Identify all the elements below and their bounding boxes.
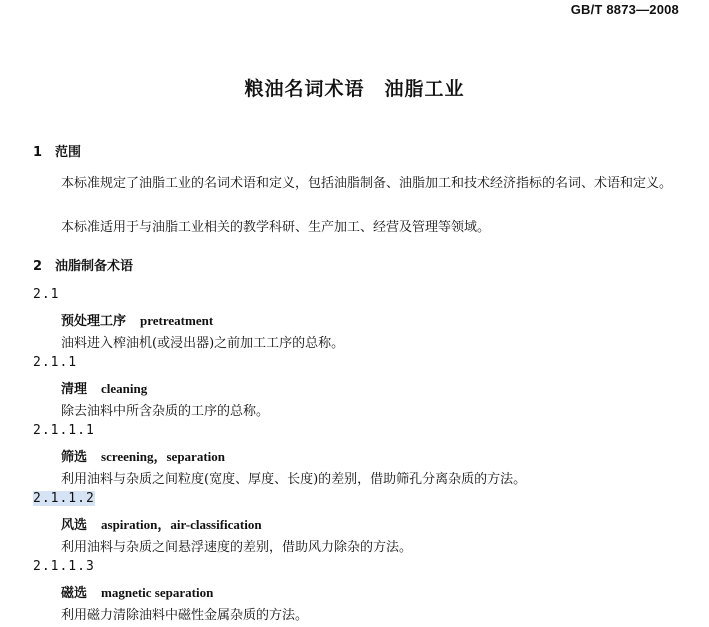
- term-chinese: 清理: [61, 382, 88, 397]
- section-1-heading: [33, 141, 81, 160]
- term-chinese: 磁选: [61, 586, 88, 601]
- paragraph-applicability: 本标准适用于与油脂工业相关的教学科研、生产加工、经营及管理等领域。: [61, 220, 491, 235]
- term-chinese: 筛选: [61, 450, 88, 465]
- clause-number: 2.1: [33, 287, 60, 302]
- term-english: cleaning: [101, 381, 148, 396]
- term-definition: 利用油料与杂质之间悬浮速度的差别，借助风力除杂的方法。: [61, 540, 413, 555]
- term-english: aspiration，air-classification: [101, 517, 262, 532]
- section-number: 1: [33, 145, 43, 160]
- clause-number-text: 2.1.1.2: [33, 491, 95, 506]
- clause-number: [33, 491, 95, 506]
- term-entry: [61, 514, 262, 533]
- term-definition: 除去油料中所含杂质的工序的总称。: [61, 404, 270, 419]
- standard-code: GB/T 8873—2008: [570, 2, 679, 17]
- document-title: 粮油名词术语 油脂工业: [244, 78, 465, 100]
- term-definition: 油料进入榨油机(或浸出器)之前加工工序的总称。: [61, 336, 345, 351]
- term-entry: [61, 446, 225, 465]
- clause-number: 2.1.1.3: [33, 559, 95, 574]
- term-chinese: 风选: [61, 518, 88, 533]
- term-definition: 利用磁力清除油料中磁性金属杂质的方法。: [61, 608, 309, 623]
- term-entry: [61, 378, 147, 397]
- paragraph-scope: 本标准规定了油脂工业的名词术语和定义，包括油脂制备、油脂加工和技术经济指标的名词、术语和定义。: [61, 176, 673, 191]
- section-title: 范围: [55, 145, 82, 160]
- clause-number: 2.1.1.1: [33, 423, 95, 438]
- term-definition: 利用油料与杂质之间粒度(宽度、厚度、长度)的差别，借助筛孔分离杂质的方法。: [61, 472, 527, 487]
- term-chinese: 预处理工序: [61, 314, 127, 329]
- term-english: screening，separation: [101, 449, 225, 464]
- clause-number: 2.1.1: [33, 355, 78, 370]
- section-title: 油脂制备术语: [55, 259, 134, 274]
- term-entry: [61, 310, 213, 329]
- term-english: magnetic separation: [101, 585, 214, 600]
- section-number: 2: [33, 259, 43, 274]
- term-entry: [61, 582, 213, 601]
- section-2-heading: [33, 255, 133, 274]
- term-english: pretreatment: [140, 313, 214, 328]
